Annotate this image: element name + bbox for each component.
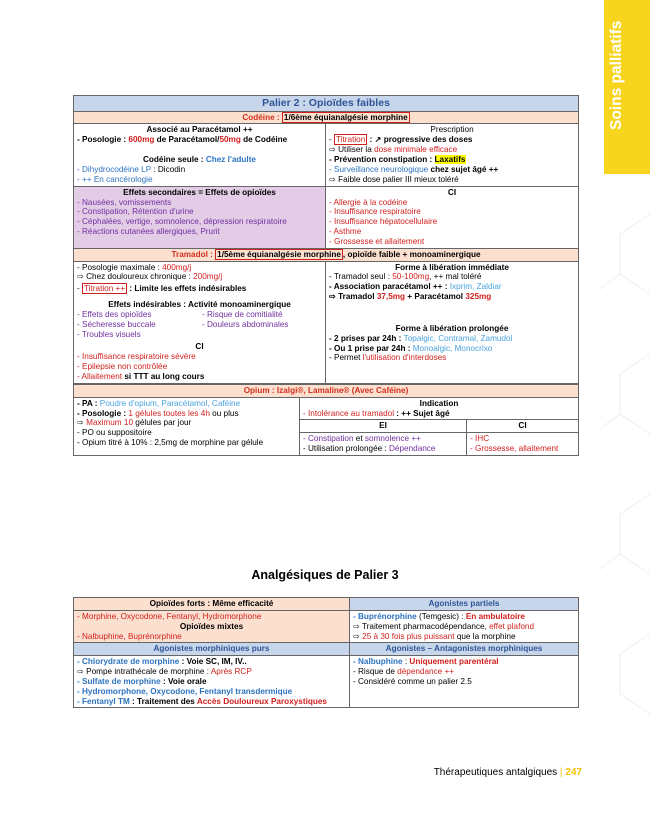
palier2-title: Palier 2 : Opioïdes faibles	[74, 96, 579, 112]
ci3-cell: - IHC - Grossesse, allaitement	[467, 433, 579, 456]
palier3-table: Opioïdes forts : Même efficacité Agonistes partiels - Morphine, Oxycodone, Fentanyl, Hydromorphone Opioïdes mixtes - Nalbuphine, Buprénorphine - Buprénorphine (Temgesic) : En ambulatoire ⇨ Traitement pharmacodépendance, effet plafond ⇨ 25 à 30 fois plus puissant que la morphine Agonistes morphiniques purs Agonistes – Antagonistes morphiniques - Chlorydrate de morphine : Voie SC, IM, IV.. ⇨ Pompe intrathécale de morphine : Après RCP - Sulfate de morphine : Voie orale - Hydromorphone, Oxycodone, Fentanyl transdermique - Fentanyl TM : Traitement des Accès Douloureux Paroxystiques - Nalbuphine : Uniquement parentéral - Risque de dépendance ++ - Considéré comme un palier 2.5	[73, 597, 578, 708]
codeine-left-cell: Associé au Paracétamol ++ - Posologie : 600mg de Paracétamol/50mg de Codéine Codéine seule : Chez l'adulte - Dihydrocodéine LP : Dicodin - ++ En cancérologie	[74, 124, 326, 186]
palier2-table: Palier 2 : Opioïdes faibles Codéine : 1/6ème équianalgésie morphine Associé au Paracétamol ++ - Posologie : 600mg de Paracétamol/50mg de Codéine Codéine seule : Chez l'adulte - Dihydrocodéine LP : Dicodin - ++ En cancérologie Prescription - Titration : ↗ progressive des doses ⇨ Utiliser la dose minimale efficace - Prévention constipation : Laxatifs - Surveillance neurologique chez sujet âgé ++ ⇨ Faible dose palier III mieux toléré Effets secondaires = Effets de opioïdes - Nausées, vomissements - Constipation, Rétention d'urine - Céphalées, vertige, somnolence, dépression respiratoire - Réactions cutanées allergiques, Prurit CI - Allergie à la codéine - Insuffisance respiratoire - Insuffisance hépatocellulaire - Asthme - Grossesse et allaitement Tramadol : 1/5ème équianalgésie morphine , opioïde faible + monoaminergique - Posologie maximale : 400mg/j ⇨ Chez douloureux chronique : 200mg/j - Titration ++ : Limite les effets indésirables Effets indésirables : Activité monoaminergique - Effets des opioïdes - Risque de comitialité - Sécheresse buccale - Douleurs abdominales - Troubles visuels CI - Insuffisance respiratoire sévère - Epilepsie non contrôlée - Allaitement si TTT au long cours Forme à libération immédiate - Tramadol seul : 50-100mg, ++ mal toléré - Association paracétamol ++ : Ixprim, Zaldiar ⇨ Tramadol 37,5mg + Paracétamol 325mg Forme à libération prolongée - 2 prises par 24h : Topalgic, Contramal, Zamudol - Ou 1 prise par 24h : Monoalgic, Monocrixo - Permet l'utilisation d'interdoses Opium : Izalgi®, Lamaline® (Avec Caféine) - PA : Poudre d'opium, Paracétamol, Caféine - Posologie : 1 gélules toutes les 4h ou plus ⇨ Maximum 10 gélules par jour - PO ou suppositoire - Opium titré à 10% : 2,5mg de morphine par gélule Indication - Intolérance au tramadol : ++ Sujet âgé EI CI - Constipation et somnolence ++ - Utilisation prolongée : Dépendance - IHC - Grossesse, allaitement	[73, 95, 578, 456]
tramadol-header: Tramadol : 1/5ème équianalgésie morphine , opioïde faible + monoaminergique	[74, 248, 579, 261]
forts-cell: Opioïdes forts : Même efficacité	[74, 598, 350, 611]
anta-cell: - Nalbuphine : Uniquement parentéral - Risque de dépendance ++ - Considéré comme un palier 2.5	[350, 656, 579, 708]
hexagon-decoration	[600, 174, 650, 774]
page-number: 247	[565, 767, 582, 778]
side-tab	[604, 0, 650, 174]
codeine-ratio: 1/6ème équianalgésie morphine	[283, 112, 408, 122]
titration-badge: Titration	[336, 135, 366, 145]
tramadol-left-cell: - Posologie maximale : 400mg/j ⇨ Chez douloureux chronique : 200mg/j - Titration ++ : Limite les effets indésirables Effets indésirables : Activité monoaminergique - Effets des opioïdes - Risque de comitialité - Sécheresse buccale - Douleurs abdominales - Troubles visuels CI - Insuffisance respiratoire sévère - Epilepsie non contrôlée - Allaitement si TTT au long cours	[74, 261, 326, 383]
footer-title: Thérapeutiques antalgiques	[433, 767, 558, 778]
side-tab-label: Soins palliatifs	[608, 20, 625, 130]
tramadol-right-cell: Forme à libération immédiate - Tramadol seul : 50-100mg, ++ mal toléré - Association paracétamol ++ : Ixprim, Zaldiar ⇨ Tramadol 37,5mg + Paracétamol 325mg Forme à libération prolongée - 2 prises par 24h : Topalgic, Contramal, Zamudol - Ou 1 prise par 24h : Monoalgic, Monocrixo - Permet l'utilisation d'interdoses	[326, 261, 579, 383]
forts-items-cell: - Morphine, Oxycodone, Fentanyl, Hydromorphone Opioïdes mixtes - Nalbuphine, Buprénorphine	[74, 610, 350, 643]
effets-secondaires-cell: Effets secondaires = Effets de opioïdes - Nausées, vomissements - Constipation, Rétention d'urine - Céphalées, vertige, somnolence, dépression respiratoire - Réactions cutanées allergiques, Prurit	[74, 186, 326, 248]
footer: Thérapeutiques antalgiques | 247	[433, 767, 582, 778]
opium-header: Opium : Izalgi®, Lamaline® (Avec Caféine)	[74, 384, 579, 397]
partiels-cell: - Buprénorphine (Temgesic) : En ambulatoire ⇨ Traitement pharmacodépendance, effet plafond ⇨ 25 à 30 fois plus puissant que la morphine	[350, 610, 579, 643]
codeine-right-cell: Prescription - Titration : ↗ progressive des doses ⇨ Utiliser la dose minimale efficace - Prévention constipation : Laxatifs - Surveillance neurologique chez sujet âgé ++ ⇨ Faible dose palier III mieux toléré	[326, 124, 579, 186]
ei3-cell: - Constipation et somnolence ++ - Utilisation prolongée : Dépendance	[300, 433, 467, 456]
palier3-title: Analgésiques de Palier 3	[251, 568, 399, 582]
ci-cell: CI - Allergie à la codéine - Insuffisance respiratoire - Insuffisance hépatocellulaire - Asthme - Grossesse et allaitement	[326, 186, 579, 248]
purs-cell: - Chlorydrate de morphine : Voie SC, IM, IV.. ⇨ Pompe intrathécale de morphine : Après RCP - Sulfate de morphine : Voie orale - Hydromorphone, Oxycodone, Fentanyl transdermique - Fentanyl TM : Traitement des Accès Douloureux Paroxystiques	[74, 656, 350, 708]
indication-cell: Indication - Intolérance au tramadol : ++ Sujet âgé	[300, 397, 579, 420]
opium-left-cell: - PA : Poudre d'opium, Paracétamol, Caféine - Posologie : 1 gélules toutes les 4h ou plus ⇨ Maximum 10 gélules par jour - PO ou suppositoire - Opium titré à 10% : 2,5mg de morphine par gélule	[74, 397, 300, 455]
codeine-header: Codéine : 1/6ème équianalgésie morphine	[74, 111, 579, 124]
